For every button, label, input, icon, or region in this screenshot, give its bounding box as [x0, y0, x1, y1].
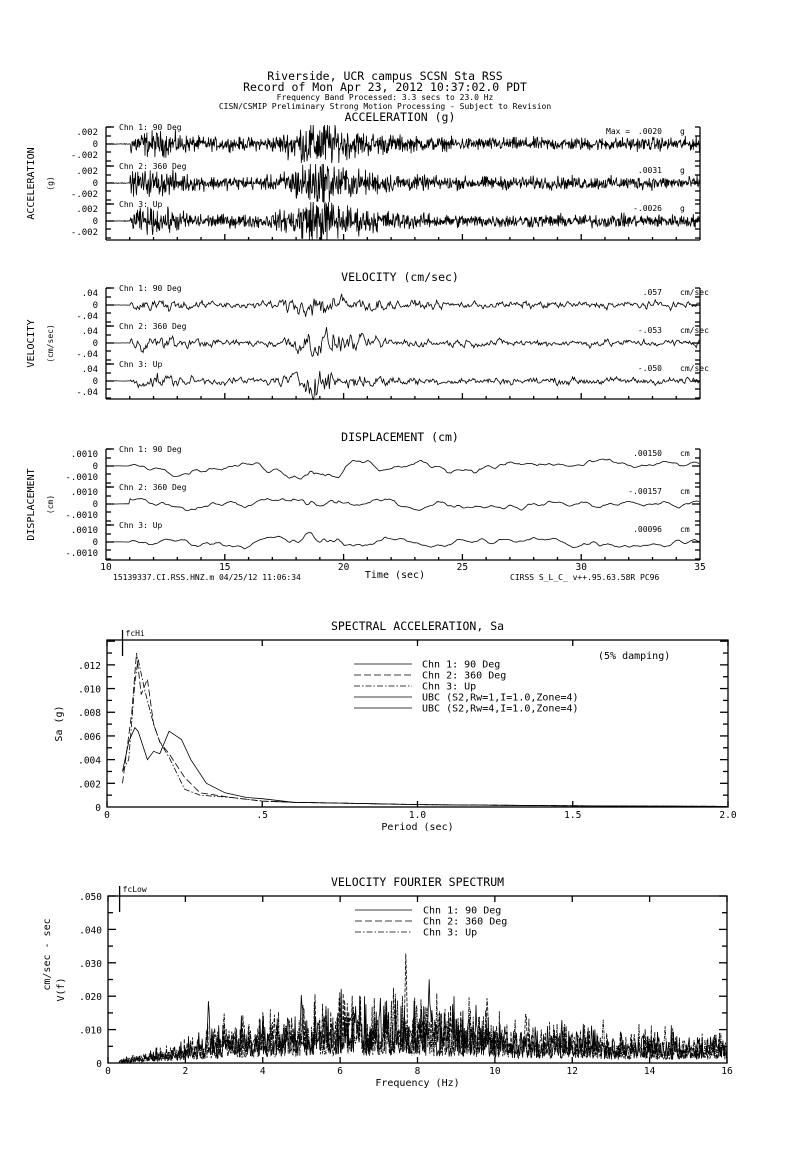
header-station: Riverside, UCR campus SCSN Sta RSS — [267, 69, 503, 83]
x-tick-label: 12 — [566, 1066, 578, 1077]
time-tick-label: 10 — [100, 562, 112, 573]
channel-trace-3 — [65, 521, 700, 559]
waveform-line — [106, 498, 699, 510]
time-tick-label: 15 — [219, 562, 231, 573]
panel-axis-label: ACCELERATION — [26, 147, 37, 220]
x-tick-label: 16 — [721, 1066, 733, 1077]
panel-acc — [26, 110, 700, 240]
channel-name: Chn 3: Up — [119, 521, 163, 530]
y-tick-label: 0 — [92, 339, 98, 349]
channel-trace-2 — [71, 162, 700, 202]
y-axis-title: Sa (g) — [54, 705, 65, 742]
max-value: -.0026 — [633, 204, 662, 213]
y-tick-label: -.002 — [70, 228, 98, 238]
y-tick-label: .0010 — [70, 488, 98, 498]
y-tick-label: -.0010 — [65, 511, 98, 521]
chart-title: SPECTRAL ACCELERATION, Sa — [330, 619, 505, 633]
legend-label: Chn 2: 360 Deg — [422, 670, 507, 682]
x-tick-label: 2.0 — [719, 810, 737, 821]
waveform-line — [106, 164, 700, 202]
panel-unit-label: (g) — [46, 176, 55, 191]
y-tick-label: -.0010 — [65, 549, 98, 559]
y-tick-label: .008 — [78, 708, 101, 720]
waveform-line — [106, 459, 699, 479]
y-tick-label: .010 — [78, 684, 101, 696]
legend-label: Chn 1: 90 Deg — [423, 905, 502, 917]
chart-title: VELOCITY FOURIER SPECTRUM — [330, 875, 505, 889]
x-tick-label: .5 — [256, 810, 268, 821]
legend-label: Chn 2: 360 Deg — [423, 916, 508, 928]
y-tick-label: -.002 — [70, 190, 98, 200]
channel-name: Chn 2: 360 Deg — [119, 322, 187, 331]
channel-name: Chn 3: Up — [119, 200, 163, 209]
legend-label: UBC (S2,Rw=1,I=1.0,Zone=4) — [422, 692, 579, 704]
channel-trace-2 — [65, 483, 700, 521]
y-tick-label: .004 — [78, 755, 101, 767]
max-value: .0031 — [637, 166, 662, 175]
waveform-line — [106, 533, 699, 549]
channel-trace-1 — [71, 123, 700, 163]
x-tick-label: 1.5 — [564, 810, 582, 821]
y-tick-label: .002 — [78, 779, 101, 791]
cutoff-marker-label: fcHi — [125, 629, 145, 638]
y-tick-label: 0 — [92, 500, 98, 510]
waveform-line — [106, 202, 700, 240]
y-tick-label: .04 — [81, 365, 98, 375]
footer-left: 15139337.CI.RSS.HNZ.m 04/25/12 11:06:34 — [113, 573, 301, 582]
max-prefix: Max = — [606, 127, 631, 136]
panel-disp — [26, 430, 700, 560]
y-tick-label: 0 — [92, 140, 98, 150]
time-tick-label: 20 — [337, 562, 350, 573]
max-value: .0020 — [637, 127, 662, 136]
waveform-line — [106, 327, 700, 356]
max-value: -.053 — [637, 326, 662, 335]
y-tick-label: -.04 — [76, 388, 98, 398]
panel-vel — [26, 270, 709, 400]
y-tick-label: 0 — [92, 217, 98, 227]
channel-name: Chn 2: 360 Deg — [119, 162, 187, 171]
x-tick-label: 0 — [105, 1066, 111, 1077]
legend-label: UBC (S2,Rw=4,I=1.0,Zone=4) — [422, 703, 579, 715]
x-tick-label: 14 — [643, 1066, 656, 1077]
header-processing: CISN/CSMIP Preliminary Strong Motion Processing - Subject to Revision — [218, 102, 552, 111]
max-unit: cm/sec — [680, 364, 709, 373]
channel-name: Chn 1: 90 Deg — [119, 284, 182, 293]
x-tick-label: 0 — [104, 810, 110, 821]
legend-label: Chn 3: Up — [422, 681, 477, 693]
channel-trace-3 — [71, 200, 700, 240]
channel-name: Chn 1: 90 Deg — [119, 123, 182, 132]
y-axis-units: cm/sec - sec — [42, 918, 53, 991]
seismogram-panels — [26, 110, 709, 582]
waveform-line — [106, 294, 700, 317]
y-tick-label: .020 — [79, 992, 102, 1004]
max-value: .00150 — [633, 449, 662, 458]
y-tick-label: .010 — [79, 1025, 102, 1037]
y-tick-label: .002 — [76, 167, 98, 177]
report-header — [219, 69, 552, 111]
fourier-spectrum-chart — [42, 875, 733, 1089]
x-tick-label: 10 — [489, 1066, 501, 1077]
legend-label: Chn 1: 90 Deg — [422, 659, 501, 671]
header-band: Frequency Band Processed: 3.3 secs to 23.0 Hz — [276, 93, 494, 102]
channel-name: Chn 2: 360 Deg — [119, 483, 187, 492]
damping-annotation: (5% damping) — [598, 651, 671, 662]
footer-right: CIRSS S_L_C_ v++.95.63.58R PC96 — [510, 573, 660, 582]
max-unit: cm — [680, 449, 690, 458]
panel-title: ACCELERATION (g) — [344, 110, 456, 124]
channel-name: Chn 1: 90 Deg — [119, 445, 182, 454]
x-tick-label: 6 — [337, 1066, 343, 1077]
legend-label: Chn 3: Up — [423, 927, 478, 939]
time-tick-label: 25 — [456, 562, 469, 573]
max-unit: cm/sec — [680, 288, 709, 297]
time-tick-label: 35 — [694, 562, 706, 573]
panel-title: VELOCITY (cm/sec) — [341, 270, 459, 284]
time-tick-label: 30 — [575, 562, 587, 573]
x-axis-title: Period (sec) — [381, 822, 454, 833]
panel-axis-label: DISPLACEMENT — [26, 468, 37, 541]
x-tick-label: 2 — [182, 1066, 189, 1077]
max-unit: cm/sec — [680, 326, 709, 335]
max-unit: g — [680, 127, 685, 136]
y-tick-label: 0 — [96, 1059, 102, 1070]
panel-title: DISPLACEMENT (cm) — [341, 430, 459, 444]
channel-trace-2 — [76, 322, 709, 360]
max-unit: g — [680, 166, 685, 175]
max-unit: g — [680, 204, 685, 213]
y-tick-label: .0010 — [70, 450, 98, 460]
panel-unit-label: (cm/sec) — [46, 324, 55, 363]
max-unit: cm — [680, 525, 690, 534]
max-value: -.00157 — [628, 487, 662, 496]
max-value: .00096 — [633, 525, 662, 534]
y-tick-label: .030 — [79, 958, 102, 970]
max-unit: cm — [680, 487, 690, 496]
panel-axis-label: VELOCITY — [26, 319, 37, 368]
time-axis-title: Time (sec) — [364, 570, 426, 581]
y-tick-label: .002 — [76, 128, 98, 138]
channel-trace-1 — [76, 284, 709, 322]
y-tick-label: 0 — [95, 803, 101, 814]
y-tick-label: .012 — [78, 660, 101, 672]
y-tick-label: 0 — [92, 301, 98, 311]
y-tick-label: .040 — [79, 925, 102, 937]
y-tick-label: .04 — [81, 289, 98, 299]
channel-trace-3 — [76, 360, 709, 400]
y-tick-label: 0 — [92, 179, 98, 189]
y-tick-label: -.0010 — [65, 473, 98, 483]
y-tick-label: .002 — [76, 205, 98, 215]
x-tick-label: 1.0 — [408, 810, 427, 821]
channel-name: Chn 3: Up — [119, 360, 163, 369]
channel-trace-1 — [65, 445, 700, 483]
y-tick-label: 0 — [92, 538, 98, 548]
plot-frame — [107, 640, 728, 807]
spectral-acceleration-chart — [54, 619, 737, 833]
waveform-line — [106, 371, 700, 400]
y-tick-label: -.002 — [70, 151, 98, 161]
x-tick-label: 8 — [414, 1066, 421, 1077]
max-value: -.050 — [637, 364, 662, 373]
y-tick-label: .050 — [79, 892, 102, 903]
y-tick-label: -.04 — [76, 350, 98, 360]
cutoff-marker-label: fcLow — [122, 885, 147, 894]
y-tick-label: 0 — [92, 377, 98, 387]
y-tick-label: .04 — [81, 327, 98, 337]
y-tick-label: 0 — [92, 462, 98, 472]
y-tick-label: -.04 — [76, 312, 98, 322]
y-tick-label: .0010 — [70, 526, 98, 536]
y-tick-label: .006 — [78, 731, 101, 743]
x-axis-title: Frequency (Hz) — [375, 1078, 460, 1089]
max-value: .057 — [642, 288, 662, 297]
y-axis-title: V(f) — [56, 977, 67, 1002]
header-record: Record of Mon Apr 23, 2012 10:37:02.0 PDT — [243, 80, 527, 94]
panel-unit-label: (cm) — [46, 494, 55, 515]
x-tick-label: 4 — [259, 1066, 266, 1077]
